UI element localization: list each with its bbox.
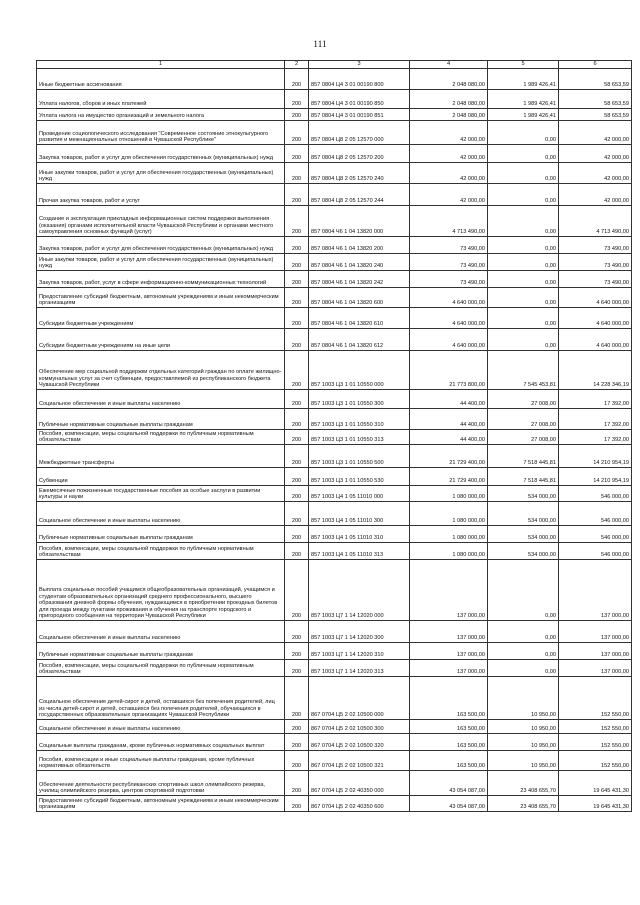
row-executed-cell: 0,00 (488, 660, 559, 677)
row-approved-cell: 42 000,00 (410, 163, 488, 184)
row-executed-cell: 0,00 (488, 621, 559, 643)
row-approved-cell: 163 500,00 (410, 677, 488, 720)
row-unexecuted-cell: 17 392,00 (559, 409, 632, 430)
row-unexecuted-cell: 546 000,00 (559, 526, 632, 543)
row-unexecuted-cell: 152 550,00 (559, 751, 632, 771)
table-row (37, 390, 632, 409)
table-row (37, 206, 632, 237)
row-name-cell: Межбюджетные трансферты (37, 445, 285, 468)
row-unexecuted-cell: 152 550,00 (559, 677, 632, 720)
row-approved-cell: 73 490,00 (410, 271, 488, 288)
row-approved-cell: 44 400,00 (410, 409, 488, 430)
row-approved-cell: 1 080 000,00 (410, 486, 488, 502)
row-budget-code-cell: 857 1003 Ц4 1 05 11010 000 (309, 486, 410, 502)
row-unexecuted-cell: 137 000,00 (559, 643, 632, 660)
table-row (37, 720, 632, 734)
table-row (37, 560, 632, 621)
row-line-code-cell: 200 (285, 288, 309, 308)
table-row (37, 621, 632, 643)
row-name-cell: Иные бюджетные ассигнования (37, 69, 285, 90)
row-line-code-cell: 200 (285, 109, 309, 121)
row-line-code-cell: 200 (285, 771, 309, 796)
row-budget-code-cell: 857 0804 Ч6 1 04 13820 242 (309, 271, 410, 288)
row-budget-code-cell: 857 0804 Ч6 1 04 13820 240 (309, 254, 410, 271)
row-budget-code-cell: 867 0704 Ц5 2 02 10500 000 (309, 677, 410, 720)
row-approved-cell: 163 500,00 (410, 720, 488, 734)
budget-execution-table (36, 60, 632, 812)
row-line-code-cell: 200 (285, 254, 309, 271)
table-row (37, 351, 632, 390)
row-budget-code-cell: 857 1003 Ц7 1 14 12020 313 (309, 660, 410, 677)
table-row (37, 526, 632, 543)
table-row (37, 751, 632, 771)
row-unexecuted-cell: 137 000,00 (559, 560, 632, 621)
row-unexecuted-cell: 14 210 954,19 (559, 468, 632, 486)
row-approved-cell: 42 000,00 (410, 184, 488, 206)
column-header: 6 (559, 61, 632, 69)
row-executed-cell: 0,00 (488, 643, 559, 660)
row-budget-code-cell: 857 1003 Ц4 1 05 11010 310 (309, 526, 410, 543)
row-line-code-cell: 200 (285, 502, 309, 526)
row-executed-cell: 0,00 (488, 163, 559, 184)
row-approved-cell: 44 400,00 (410, 430, 488, 445)
row-name-cell: Социальное обеспечение и иные выплаты населению (37, 390, 285, 409)
table-row (37, 163, 632, 184)
row-executed-cell: 7 518 445,81 (488, 445, 559, 468)
table-row (37, 237, 632, 254)
row-line-code-cell: 200 (285, 751, 309, 771)
row-unexecuted-cell: 73 490,00 (559, 271, 632, 288)
row-unexecuted-cell: 73 490,00 (559, 254, 632, 271)
row-unexecuted-cell: 152 550,00 (559, 720, 632, 734)
table-row (37, 468, 632, 486)
table-row (37, 69, 632, 90)
row-name-cell: Уплата налогов, сборов и иных платежей (37, 90, 285, 109)
table-row (37, 486, 632, 502)
row-name-cell: Пособия, компенсации, меры социальной поддержки по публичным нормативным обязательствам (37, 543, 285, 560)
row-approved-cell: 2 048 080,00 (410, 90, 488, 109)
row-budget-code-cell: 857 1003 Ц3 1 01 10550 310 (309, 409, 410, 430)
row-approved-cell: 163 500,00 (410, 751, 488, 771)
row-unexecuted-cell: 17 392,00 (559, 390, 632, 409)
table-row (37, 109, 632, 121)
row-budget-code-cell: 857 1003 Ц7 1 14 12020 310 (309, 643, 410, 660)
row-name-cell: Закупка товаров, работ и услуг для обеспечения государственных (муниципальных) нужд (37, 145, 285, 163)
row-executed-cell: 10 950,00 (488, 734, 559, 751)
page-number: 111 (313, 40, 327, 50)
row-executed-cell: 0,00 (488, 288, 559, 308)
row-name-cell: Закупка товаров, работ, услуг в сфере информационно-коммуникационных технологий (37, 271, 285, 288)
row-name-cell: Предоставление субсидий бюджетным, автономным учреждениям и иным некоммерческим организациям (37, 288, 285, 308)
table-row (37, 184, 632, 206)
row-budget-code-cell: 857 1003 Ц3 1 01 10550 300 (309, 390, 410, 409)
row-unexecuted-cell: 4 713 490,00 (559, 206, 632, 237)
row-budget-code-cell: 857 0804 Ц8 2 05 12570 240 (309, 163, 410, 184)
row-line-code-cell: 200 (285, 90, 309, 109)
row-budget-code-cell: 867 0704 Ц5 2 02 40350 000 (309, 771, 410, 796)
row-name-cell: Публичные нормативные социальные выплаты гражданам (37, 526, 285, 543)
row-budget-code-cell: 857 1003 Ц3 1 01 10550 500 (309, 445, 410, 468)
table-row (37, 543, 632, 560)
row-unexecuted-cell: 4 640 000,00 (559, 308, 632, 329)
table-row (37, 502, 632, 526)
table-row (37, 771, 632, 796)
row-budget-code-cell: 857 0804 Ч6 1 04 13820 612 (309, 329, 410, 351)
row-executed-cell: 1 989 426,41 (488, 69, 559, 90)
row-unexecuted-cell: 42 000,00 (559, 121, 632, 145)
row-budget-code-cell: 857 0804 Ч6 1 04 13820 600 (309, 288, 410, 308)
row-unexecuted-cell: 42 000,00 (559, 184, 632, 206)
row-budget-code-cell: 867 0704 Ц5 2 02 10500 320 (309, 734, 410, 751)
row-unexecuted-cell: 58 653,59 (559, 109, 632, 121)
row-executed-cell: 23 408 655,70 (488, 771, 559, 796)
row-approved-cell: 4 640 000,00 (410, 329, 488, 351)
row-executed-cell: 1 989 426,41 (488, 109, 559, 121)
row-line-code-cell: 200 (285, 69, 309, 90)
row-executed-cell: 27 008,00 (488, 430, 559, 445)
row-name-cell: Пособия, компенсации и иные социальные выплаты гражданам, кроме публичных нормативных обязательств (37, 751, 285, 771)
row-name-cell: Субвенции (37, 468, 285, 486)
row-approved-cell: 137 000,00 (410, 621, 488, 643)
column-header: 2 (285, 61, 309, 69)
row-name-cell: Обеспечение мер социальной поддержки отдельных категорий граждан по оплате жилищно-коммунальных услуг за счет субвенции, предоставляемой из республиканского бюджета Чувашской Республики (37, 351, 285, 390)
table-row (37, 90, 632, 109)
row-unexecuted-cell: 152 550,00 (559, 734, 632, 751)
row-approved-cell: 44 400,00 (410, 390, 488, 409)
row-approved-cell: 4 713 490,00 (410, 206, 488, 237)
row-approved-cell: 1 080 000,00 (410, 543, 488, 560)
row-executed-cell: 7 518 445,81 (488, 468, 559, 486)
row-approved-cell: 1 080 000,00 (410, 502, 488, 526)
row-executed-cell: 10 950,00 (488, 720, 559, 734)
row-line-code-cell: 200 (285, 184, 309, 206)
row-unexecuted-cell: 4 640 000,00 (559, 288, 632, 308)
row-unexecuted-cell: 137 000,00 (559, 621, 632, 643)
row-line-code-cell: 200 (285, 796, 309, 812)
row-budget-code-cell: 867 0704 Ц5 2 02 10500 321 (309, 751, 410, 771)
row-executed-cell: 0,00 (488, 271, 559, 288)
row-approved-cell: 2 048 080,00 (410, 69, 488, 90)
row-executed-cell: 7 545 453,81 (488, 351, 559, 390)
column-header: 1 (37, 61, 285, 69)
row-line-code-cell: 200 (285, 560, 309, 621)
row-name-cell: Уплата налога на имущество организаций и земельного налога (37, 109, 285, 121)
row-executed-cell: 534 000,00 (488, 526, 559, 543)
row-budget-code-cell: 857 1003 Ц4 1 05 11010 300 (309, 502, 410, 526)
row-line-code-cell: 200 (285, 409, 309, 430)
row-unexecuted-cell: 42 000,00 (559, 163, 632, 184)
row-budget-code-cell: 857 1003 Ц7 1 14 12020 300 (309, 621, 410, 643)
table-row (37, 430, 632, 445)
row-name-cell: Социальное обеспечение и иные выплаты населению (37, 621, 285, 643)
column-header: 3 (309, 61, 410, 69)
row-name-cell: Ежемесячные пожизненные государственные пособия за особые заслуги в развитии культуры и науки (37, 486, 285, 502)
row-approved-cell: 73 490,00 (410, 254, 488, 271)
row-approved-cell: 43 054 087,00 (410, 771, 488, 796)
row-budget-code-cell: 857 1003 Ц3 1 01 10550 313 (309, 430, 410, 445)
row-approved-cell: 73 490,00 (410, 237, 488, 254)
row-line-code-cell: 200 (285, 486, 309, 502)
row-line-code-cell: 200 (285, 543, 309, 560)
table-row (37, 677, 632, 720)
row-executed-cell: 0,00 (488, 308, 559, 329)
row-unexecuted-cell: 58 653,59 (559, 69, 632, 90)
row-budget-code-cell: 857 0804 Ч6 1 04 13820 200 (309, 237, 410, 254)
row-executed-cell: 0,00 (488, 121, 559, 145)
row-line-code-cell: 200 (285, 329, 309, 351)
row-unexecuted-cell: 4 640 000,00 (559, 329, 632, 351)
row-name-cell: Иные закупки товаров, работ и услуг для обеспечения государственных (муниципальных) нужд (37, 254, 285, 271)
row-line-code-cell: 200 (285, 445, 309, 468)
table-row (37, 254, 632, 271)
row-name-cell: Субсидии бюджетным учреждениям (37, 308, 285, 329)
row-executed-cell: 0,00 (488, 206, 559, 237)
row-name-cell: Социальное обеспечение и иные выплаты населению (37, 720, 285, 734)
row-line-code-cell: 200 (285, 468, 309, 486)
row-unexecuted-cell: 14 210 954,19 (559, 445, 632, 468)
row-executed-cell: 0,00 (488, 254, 559, 271)
table-row (37, 329, 632, 351)
row-budget-code-cell: 857 1003 Ц3 1 01 10550 530 (309, 468, 410, 486)
row-unexecuted-cell: 546 000,00 (559, 543, 632, 560)
row-executed-cell: 0,00 (488, 237, 559, 254)
row-budget-code-cell: 857 0804 Ц8 2 05 12570 244 (309, 184, 410, 206)
column-header: 5 (488, 61, 559, 69)
row-budget-code-cell: 867 0704 Ц5 2 02 10500 300 (309, 720, 410, 734)
row-name-cell: Выплата социальных пособий учащимся общеобразовательных организаций, учащимся и студентам образовательных организаций среднего профессионального, высшего образования дневной формы обучения, нуждающимся в приобретении проездных билетов для проезда между пунктами проживания и обучения на транспорте городского и пригородного сообщения на территории Чувашской Республики (37, 560, 285, 621)
row-line-code-cell: 200 (285, 206, 309, 237)
table-row (37, 643, 632, 660)
row-executed-cell: 534 000,00 (488, 543, 559, 560)
row-unexecuted-cell: 137 000,00 (559, 660, 632, 677)
row-line-code-cell: 200 (285, 430, 309, 445)
row-name-cell: Публичные нормативные социальные выплаты гражданам (37, 643, 285, 660)
row-name-cell: Предоставление субсидий бюджетным, автономным учреждениям и иным некоммерческим организациям (37, 796, 285, 812)
row-approved-cell: 21 729 400,00 (410, 468, 488, 486)
row-executed-cell: 0,00 (488, 184, 559, 206)
table-row (37, 288, 632, 308)
row-line-code-cell: 200 (285, 734, 309, 751)
table-body (37, 69, 632, 812)
row-unexecuted-cell: 19 645 431,30 (559, 796, 632, 812)
row-name-cell: Пособия, компенсации, меры социальной поддержки по публичным нормативным обязательствам (37, 660, 285, 677)
row-name-cell: Закупка товаров, работ и услуг для обеспечения государственных (муниципальных) нужд (37, 237, 285, 254)
row-executed-cell: 23 408 655,70 (488, 796, 559, 812)
row-line-code-cell: 200 (285, 390, 309, 409)
table-row (37, 271, 632, 288)
row-approved-cell: 137 000,00 (410, 660, 488, 677)
table-row (37, 409, 632, 430)
row-unexecuted-cell: 546 000,00 (559, 486, 632, 502)
row-name-cell: Социальные выплаты гражданам, кроме публичных нормативных социальных выплат (37, 734, 285, 751)
row-budget-code-cell: 857 0804 Ц4 3 01 00190 800 (309, 69, 410, 90)
table-row (37, 308, 632, 329)
row-line-code-cell: 200 (285, 121, 309, 145)
row-name-cell: Субсидии бюджетным учреждениям на иные цели (37, 329, 285, 351)
table-row (37, 445, 632, 468)
row-budget-code-cell: 857 0804 Ц8 2 05 12570 000 (309, 121, 410, 145)
row-budget-code-cell: 857 1003 Ц4 1 05 11010 313 (309, 543, 410, 560)
row-executed-cell: 534 000,00 (488, 486, 559, 502)
row-executed-cell: 0,00 (488, 560, 559, 621)
row-unexecuted-cell: 58 653,59 (559, 90, 632, 109)
row-line-code-cell: 200 (285, 643, 309, 660)
row-line-code-cell: 200 (285, 271, 309, 288)
column-header: 4 (410, 61, 488, 69)
row-name-cell: Прочая закупка товаров, работ и услуг (37, 184, 285, 206)
row-unexecuted-cell: 14 228 346,19 (559, 351, 632, 390)
row-budget-code-cell: 857 0804 Ц4 3 01 00190 851 (309, 109, 410, 121)
row-executed-cell: 0,00 (488, 329, 559, 351)
row-unexecuted-cell: 546 000,00 (559, 502, 632, 526)
row-budget-code-cell: 857 0804 Ц4 3 01 00190 850 (309, 90, 410, 109)
table-row (37, 121, 632, 145)
row-approved-cell: 42 000,00 (410, 145, 488, 163)
table-row (37, 796, 632, 812)
row-name-cell: Создание и эксплуатация прикладных информационных систем поддержки выполнения (оказания) органами исполнительной власти Чувашской Республики и органами местного самоуправления основных функций (услуг) (37, 206, 285, 237)
row-unexecuted-cell: 19 645 431,30 (559, 771, 632, 796)
row-executed-cell: 10 950,00 (488, 677, 559, 720)
row-line-code-cell: 200 (285, 237, 309, 254)
table-row (37, 660, 632, 677)
row-budget-code-cell: 857 1003 Ц3 1 01 10550 000 (309, 351, 410, 390)
row-budget-code-cell: 857 0804 Ч6 1 04 13820 610 (309, 308, 410, 329)
row-executed-cell: 10 950,00 (488, 751, 559, 771)
row-budget-code-cell: 867 0704 Ц5 2 02 40350 600 (309, 796, 410, 812)
row-name-cell: Социальное обеспечение детей-сирот и детей, оставшихся без попечения родителей, лиц из числа детей-сирот и детей, оставшихся без попечения родителей, обучающихся в государственных образовательных организациях Чувашской Республики (37, 677, 285, 720)
row-approved-cell: 1 080 000,00 (410, 526, 488, 543)
table-row (37, 734, 632, 751)
row-name-cell: Социальное обеспечение и иные выплаты населению (37, 502, 285, 526)
row-executed-cell: 534 000,00 (488, 502, 559, 526)
row-approved-cell: 163 500,00 (410, 734, 488, 751)
row-line-code-cell: 200 (285, 677, 309, 720)
row-approved-cell: 21 773 800,00 (410, 351, 488, 390)
row-unexecuted-cell: 17 392,00 (559, 430, 632, 445)
row-line-code-cell: 200 (285, 163, 309, 184)
row-unexecuted-cell: 73 490,00 (559, 237, 632, 254)
row-line-code-cell: 200 (285, 308, 309, 329)
row-line-code-cell: 200 (285, 720, 309, 734)
row-budget-code-cell: 857 0804 Ц8 2 05 12570 200 (309, 145, 410, 163)
row-name-cell: Публичные нормативные социальные выплаты гражданам (37, 409, 285, 430)
row-approved-cell: 4 640 000,00 (410, 288, 488, 308)
row-approved-cell: 4 640 000,00 (410, 308, 488, 329)
row-line-code-cell: 200 (285, 526, 309, 543)
row-approved-cell: 2 048 080,00 (410, 109, 488, 121)
row-budget-code-cell: 857 1003 Ц7 1 14 12020 000 (309, 560, 410, 621)
row-approved-cell: 137 000,00 (410, 643, 488, 660)
row-line-code-cell: 200 (285, 351, 309, 390)
table-row (37, 145, 632, 163)
row-approved-cell: 42 000,00 (410, 121, 488, 145)
row-name-cell: Пособия, компенсации, меры социальной поддержки по публичным нормативным обязательствам (37, 430, 285, 445)
row-executed-cell: 27 008,00 (488, 390, 559, 409)
row-name-cell: Иные закупки товаров, работ и услуг для обеспечения государственных (муниципальных) нужд (37, 163, 285, 184)
row-approved-cell: 43 054 087,00 (410, 796, 488, 812)
row-line-code-cell: 200 (285, 660, 309, 677)
row-name-cell: Проведение социологического исследования "Современное состояние этнокультурного развития и межнациональных отношений в Чувашской Республике" (37, 121, 285, 145)
row-name-cell: Обеспечение деятельности республиканских спортивных школ олимпийского резерва, училищ олимпийского резерва, центров спортивной подготовки (37, 771, 285, 796)
row-approved-cell: 21 729 400,00 (410, 445, 488, 468)
row-executed-cell: 1 989 426,41 (488, 90, 559, 109)
row-budget-code-cell: 857 0804 Ч6 1 04 13820 000 (309, 206, 410, 237)
row-unexecuted-cell: 42 000,00 (559, 145, 632, 163)
row-line-code-cell: 200 (285, 145, 309, 163)
row-executed-cell: 27 008,00 (488, 409, 559, 430)
row-approved-cell: 137 000,00 (410, 560, 488, 621)
column-number-row (37, 61, 632, 69)
row-line-code-cell: 200 (285, 621, 309, 643)
row-executed-cell: 0,00 (488, 145, 559, 163)
